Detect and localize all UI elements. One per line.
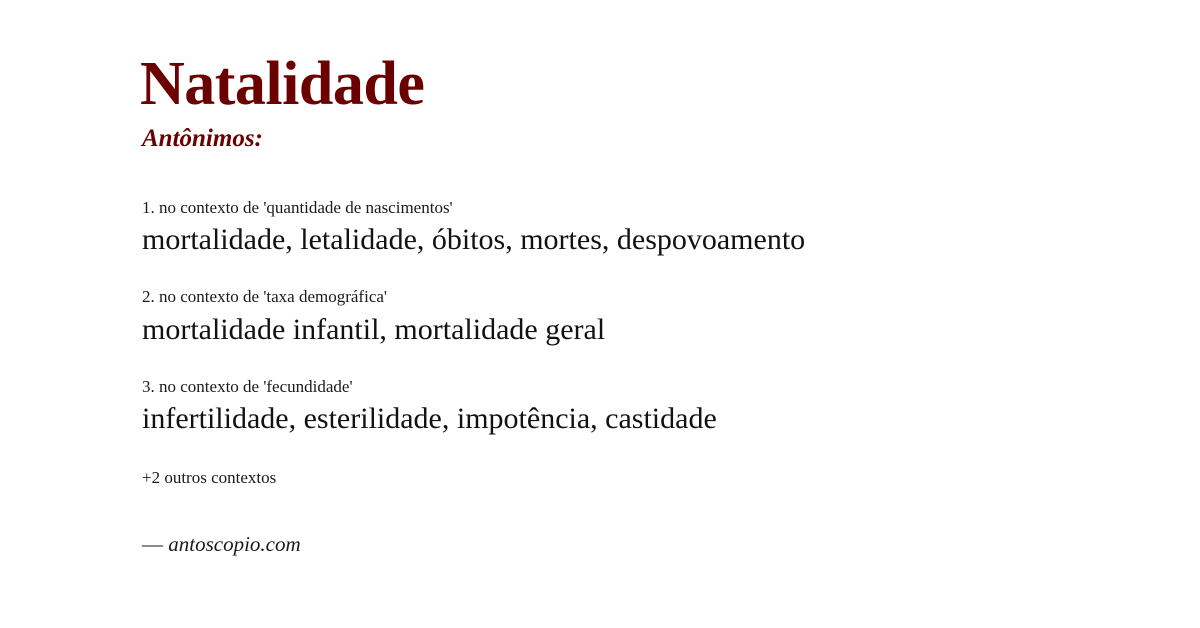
sense-words: infertilidade, esterilidade, impotência, castidade [142,401,717,435]
page-title: Natalidade [140,50,425,118]
section-label: Antônimos: [142,125,263,153]
sense-context: 3. no contexto de 'fecundidade' [142,376,353,396]
sense-entry [140,286,1140,348]
sense-context: 2. no contexto de 'taxa demográfica' [142,287,387,307]
more-contexts-label: +2 outros contextos [142,467,277,487]
sense-entry [140,376,1140,438]
sense-words: mortalidade infantil, mortalidade geral [142,312,606,346]
sense-entry [140,197,1140,259]
sense-list [140,197,1140,438]
source-attribution [142,532,1140,557]
source-site: antoscopio.com [168,531,301,556]
sense-words: mortalidade, letalidade, óbitos, mortes, despovoamento [142,223,806,257]
sense-context: 1. no contexto de 'quantidade de nascimentos' [142,198,453,218]
em-dash: — [142,531,163,556]
